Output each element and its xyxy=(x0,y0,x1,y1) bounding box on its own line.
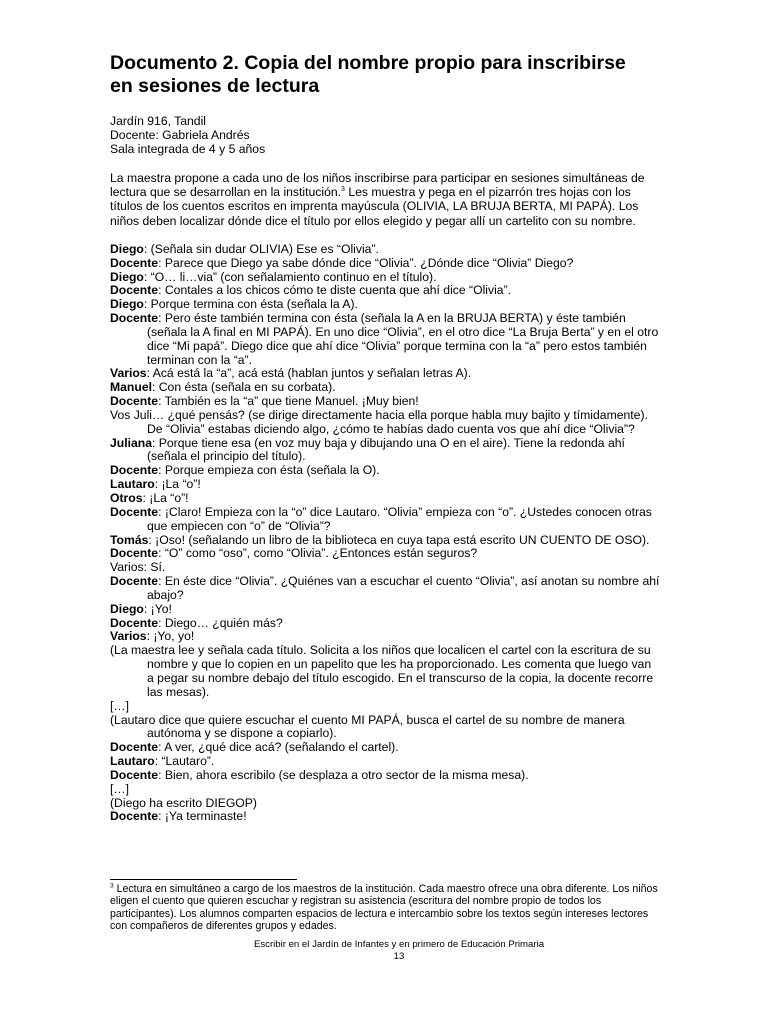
speaker-name: Varios xyxy=(110,366,147,381)
dialogue-text: (Lautaro dice que quiere escuchar el cuento MI PAPÁ, busca el cartel de su nombre de manera autónoma y se dispone a copiarlo). xyxy=(110,712,625,741)
speaker-name: Docente xyxy=(110,546,159,561)
dialogue-text: Vos Juli… ¿qué pensás? (se dirige directamente hacia ella porque habla muy bajito y tímidamente). De “Olivia” estabas diciendo algo, ¿cómo te habías dado cuenta vos que ahí dice “Olivia”? xyxy=(110,407,648,436)
dialogue-text: : ¡Oso! (señalando un libro de la biblioteca en cuya tapa está escrito UN CUENTO DE OSO). xyxy=(148,532,650,547)
dialogue-line xyxy=(110,561,660,575)
dialogue-text: : Diego… ¿quién más? xyxy=(158,615,283,630)
document-meta xyxy=(110,114,660,156)
speaker-name: Tomás xyxy=(110,532,149,547)
dialogue-line xyxy=(110,797,660,811)
dialogue-text: : Acá está la “a”, acá está (hablan juntos y señalan letras A). xyxy=(146,366,472,381)
document-page xyxy=(110,52,660,824)
intro-text-2: Les muestra y pega en el pizarrón tres hojas con los títulos de los cuentos escritos en imprenta mayúscula (OLIVIA, LA BRUJA BERTA, MI PAPÁ). Los niños deben localizar dónde dice el título por ellos elegido y pegar allí un cartelito con su nombre. xyxy=(110,185,639,228)
speaker-name: Docente xyxy=(110,574,159,589)
dialogue-text: (Diego ha escrito DIEGOP) xyxy=(110,795,257,810)
dialogue-line xyxy=(110,243,660,257)
dialogue-text: : En éste dice “Olivia”. ¿Quiénes van a escuchar el cuento “Olivia”, así anotan su nombre ahí abajo? xyxy=(147,574,660,602)
dialogue-text: : ¡La “o”! xyxy=(142,491,189,505)
dialogue-line xyxy=(110,478,660,492)
dialogue-text: : Parece que Diego ya sabe dónde dice “Olivia”. ¿Dónde dice “Olivia” Diego? xyxy=(158,255,574,270)
dialogue-line xyxy=(110,630,660,644)
intro-text-1: La maestra propone a cada uno de los niños inscribirse para participar en sesiones simultáneas de lectura que se desarrollan en la institución. xyxy=(110,171,645,200)
dialogue-line xyxy=(110,534,660,548)
speaker-name: Diego xyxy=(110,601,144,616)
speaker-name: Docente xyxy=(110,311,159,326)
dialogue-text: : “O… li…via” (con señalamiento continuo en el título). xyxy=(143,269,437,284)
speaker-name: Docente xyxy=(110,283,159,298)
dialogue-line xyxy=(110,381,660,395)
dialogue-line xyxy=(110,409,660,437)
footnote-divider xyxy=(110,879,297,880)
meta-room: Sala integrada de 4 y 5 años xyxy=(110,142,266,156)
title-line-1: Documento 2. Copia del nombre propio para inscribirse xyxy=(110,52,626,74)
speaker-name: Diego xyxy=(110,297,144,312)
footnote-text: Lectura en simultáneo a cargo de los maestros de la institución. Cada maestro ofrece una obra diferente. Los niños eligen el cuento que quieren escuchar y registran su asistencia (escritura del nombre propio de todos los participantes). Los alumnos comparten espacios de lectura e intercambio sobre los textos según intereses lectores con compañeros de diferentes grupos y edades. xyxy=(110,883,658,933)
speaker-name: Diego xyxy=(110,269,144,284)
dialogue-line xyxy=(110,464,660,478)
dialogue-line xyxy=(110,271,660,285)
speaker-name: Docente xyxy=(110,394,159,409)
title-line-2: en sesiones de lectura xyxy=(110,75,320,97)
dialogue-line xyxy=(110,395,660,409)
speaker-name: Lautaro xyxy=(110,477,155,492)
speaker-name: Docente xyxy=(110,255,159,270)
dialogue-text: : También es la “a” que tiene Manuel. ¡Muy bien! xyxy=(158,394,419,409)
dialogue-line xyxy=(110,367,660,381)
intro-paragraph xyxy=(110,171,660,228)
dialogue-text: : ¡Claro! Empieza con la “o” dice Lautaro. “Olivia” empieza con “o”. ¿Ustedes conocen otras que empiecen con “o” de “Olivia”? xyxy=(147,504,652,533)
dialogue-text: Varios: Sí. xyxy=(110,560,166,575)
speaker-name: Docente xyxy=(110,809,159,824)
dialogue-text: : “Lautaro”. xyxy=(154,754,215,769)
dialogue-text: : ¡Yo, yo! xyxy=(146,629,195,644)
meta-school: Jardín 916, Tandil xyxy=(110,114,206,128)
page-number: 13 xyxy=(393,951,405,962)
speaker-name: Docente xyxy=(110,615,159,630)
dialogue-line xyxy=(110,547,660,561)
dialogue-text: : Bien, ahora escribilo (se desplaza a otro sector de la misma mesa). xyxy=(158,767,529,782)
dialogue-line xyxy=(110,257,660,271)
dialogue-line xyxy=(110,575,660,603)
speaker-name: Docente xyxy=(110,740,159,755)
dialogue-text: […] xyxy=(110,781,129,796)
speaker-name: Docente xyxy=(110,463,159,478)
meta-teacher: Docente: Gabriela Andrés xyxy=(110,128,250,142)
dialogue-text: […] xyxy=(110,698,129,713)
speaker-name: Juliana xyxy=(110,435,152,450)
speaker-name: Docente xyxy=(110,767,159,782)
speaker-name: Otros xyxy=(110,491,143,505)
dialogue-line xyxy=(110,298,660,312)
dialogue-text: : Porque termina con ésta (señala la A). xyxy=(143,297,358,312)
dialogue-text: : (Señala sin dudar OLIVIA) Ese es “Olivia”. xyxy=(143,241,379,256)
dialogue-line xyxy=(110,714,660,742)
dialogue-line xyxy=(110,644,660,699)
footnote-reference: 3 xyxy=(341,186,345,194)
dialogue-line xyxy=(110,755,660,769)
dialogue-text: : Contales a los chicos cómo te diste cuenta que ahí dice “Olivia”. xyxy=(158,283,512,298)
footer-title: Escribir en el Jardín de Infantes y en primero de Educación Primaria xyxy=(253,939,545,950)
dialogue-text: : Pero éste también termina con ésta (señala la A en la BRUJA BERTA) y éste también (señala la A final en MI PAPÁ). En uno dice “Olivia”, en el otro dice “La Bruja Berta” y en el otro dice “Mi papá”. Diego dice que ahí dice “Olivia” porque termina con la “a” pero estos también terminan con la “a”. xyxy=(147,311,659,367)
dialogue-line xyxy=(110,617,660,631)
dialogue-text: : Porque tiene esa (en voz muy baja y dibujando una O en el aire). Tiene la redonda ahí (señala el principio del título). xyxy=(147,435,625,464)
speaker-name: Varios xyxy=(110,629,147,644)
dialogue-transcript xyxy=(110,243,660,824)
dialogue-line xyxy=(110,506,660,534)
speaker-name: Manuel xyxy=(110,380,152,395)
footnote xyxy=(110,883,662,933)
dialogue-text: : Con ésta (señala en su corbata). xyxy=(151,380,336,395)
dialogue-line xyxy=(110,437,660,465)
dialogue-line xyxy=(110,603,660,617)
dialogue-text: : ¡Ya terminaste! xyxy=(158,809,247,824)
speaker-name: Diego xyxy=(110,241,144,256)
speaker-name: Lautaro xyxy=(110,754,155,769)
dialogue-line xyxy=(110,783,660,797)
dialogue-text: : ¡La “o”! xyxy=(154,477,201,492)
dialogue-line xyxy=(110,312,660,367)
document-title xyxy=(110,52,660,98)
dialogue-text: : ¡Yo! xyxy=(143,601,172,616)
dialogue-line xyxy=(110,810,660,824)
dialogue-text: : Porque empieza con ésta (señala la O). xyxy=(158,463,380,478)
dialogue-text: : “O” como “oso”, como “Olivia”. ¿Entonces están seguros? xyxy=(158,546,478,561)
dialogue-text: (La maestra lee y señala cada título. Solicita a los niños que localicen el cartel con la escritura de su nombre y que lo copien en un papelito que les ha proporcionado. Les comenta que luego van a pegar su nombre debajo del título escogido. En el transcurso de la copia, la docente recorre las mesas). xyxy=(110,643,654,699)
footnote-mark: 3 xyxy=(110,882,114,890)
dialogue-line xyxy=(110,769,660,783)
dialogue-text: : A ver, ¿qué dice acá? (señalando el cartel). xyxy=(158,740,399,755)
speaker-name: Docente xyxy=(110,504,159,519)
dialogue-line xyxy=(110,700,660,714)
dialogue-line xyxy=(110,284,660,298)
dialogue-line xyxy=(110,741,660,755)
dialogue-line xyxy=(110,492,660,506)
